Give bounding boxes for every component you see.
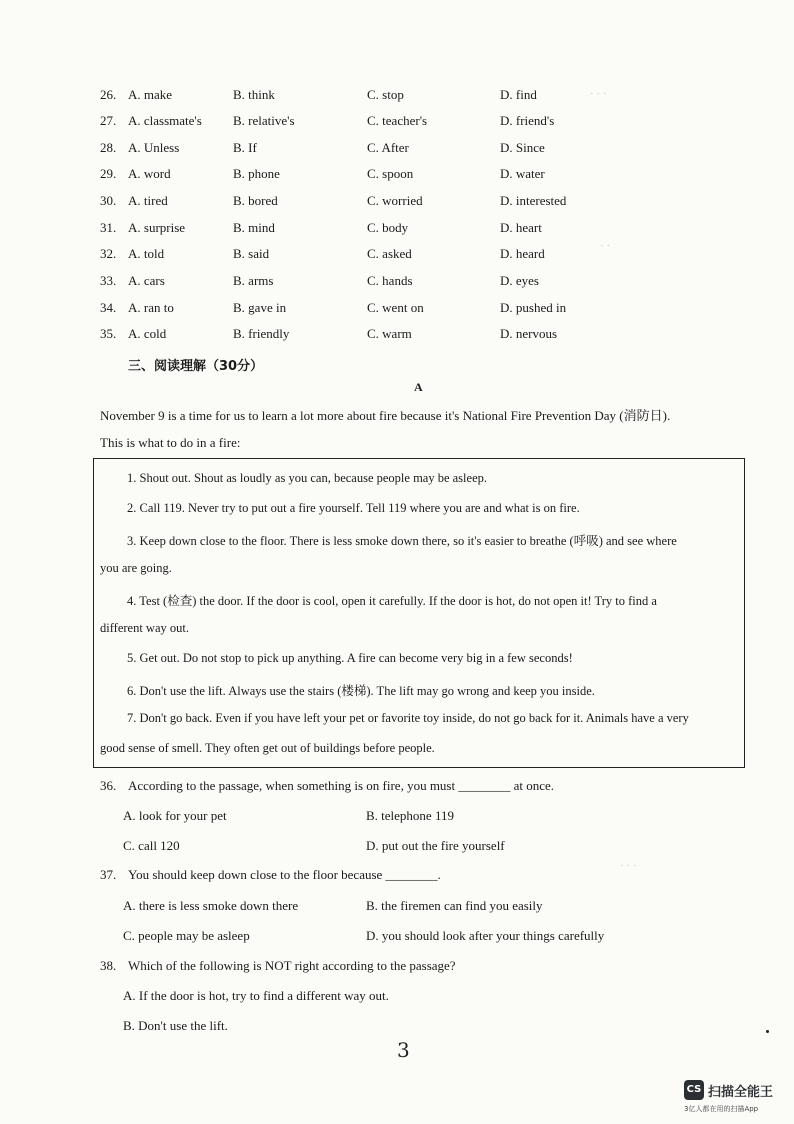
cloze-item xyxy=(100,87,760,107)
option-d: D. find xyxy=(500,87,537,102)
fire-tips-box xyxy=(93,458,745,768)
option-d: D. nervous xyxy=(500,326,558,341)
option-d: D. water xyxy=(500,166,545,181)
item-number: 27. xyxy=(100,113,117,128)
tip-line: 6. Don't use the lift. Always use the stairs (楼梯). The lift may go wrong and keep you inside. xyxy=(127,684,595,698)
passage-intro: November 9 is a time for us to learn a lot more about fire because it's National Fire Prevention Day (消防日). xyxy=(100,408,671,423)
answer-option: B. Don't use the lift. xyxy=(123,1018,228,1033)
option-a: A. cars xyxy=(128,273,165,288)
option-b: B. If xyxy=(233,140,257,155)
option-c: C. worried xyxy=(367,193,423,208)
option-c: C. asked xyxy=(367,246,412,261)
cloze-item xyxy=(100,113,760,133)
option-d: D. friend's xyxy=(500,113,555,128)
option-b: B. phone xyxy=(233,166,280,181)
option-a: A. Unless xyxy=(128,140,180,155)
scanner-watermark xyxy=(684,1078,794,1118)
question-text: According to the passage, when something is on fire, you must ________ at once. xyxy=(128,778,555,793)
option-a: A. surprise xyxy=(128,220,186,235)
cloze-item xyxy=(100,193,760,213)
cloze-item xyxy=(100,220,760,240)
option-a: A. told xyxy=(128,246,165,261)
option-a: A. make xyxy=(128,87,173,102)
scanner-subtitle: 3亿人都在用的扫描App xyxy=(684,1105,759,1113)
answer-option: A. If the door is hot, try to find a different way out. xyxy=(123,988,389,1003)
stray-dot xyxy=(766,1030,769,1033)
item-number: 32. xyxy=(100,246,117,261)
option-a: A. word xyxy=(128,166,171,181)
option-d: D. heart xyxy=(500,220,542,235)
question-number: 37. xyxy=(100,867,117,882)
item-number: 26. xyxy=(100,87,117,102)
question-stem xyxy=(100,867,441,883)
answer-option: B. the firemen can find you easily xyxy=(366,898,543,913)
item-number: 28. xyxy=(100,140,117,155)
item-number: 33. xyxy=(100,273,117,288)
answer-option: A. look for your pet xyxy=(123,808,227,823)
option-a: A. cold xyxy=(128,326,167,341)
item-number: 35. xyxy=(100,326,117,341)
option-d: D. eyes xyxy=(500,273,539,288)
option-b: B. relative's xyxy=(233,113,295,128)
tip-line: 2. Call 119. Never try to put out a fire yourself. Tell 119 where you are and what is on fire. xyxy=(127,501,580,515)
bleed-through-mark: · · · xyxy=(590,88,607,100)
tip-line: 1. Shout out. Shout as loudly as you can, because people may be asleep. xyxy=(127,471,487,485)
option-d: D. pushed in xyxy=(500,300,567,315)
tip-line: 3. Keep down close to the floor. There is less smoke down there, so it's easier to breathe (呼吸) and see where xyxy=(127,534,677,548)
cloze-item xyxy=(100,246,760,266)
option-c: C. teacher's xyxy=(367,113,428,128)
option-c: C. warm xyxy=(367,326,412,341)
cloze-item xyxy=(100,140,760,160)
option-a: A. classmate's xyxy=(128,113,202,128)
option-b: B. bored xyxy=(233,193,278,208)
option-a: A. ran to xyxy=(128,300,174,315)
answer-option: D. you should look after your things carefully xyxy=(366,928,605,943)
answer-option: B. telephone 119 xyxy=(366,808,454,823)
item-number: 31. xyxy=(100,220,117,235)
scanner-title: 扫描全能王 xyxy=(708,1085,774,1100)
question-stem xyxy=(100,778,554,794)
cloze-item xyxy=(100,166,760,186)
section-heading: 三、阅读理解（30分） xyxy=(128,359,264,374)
option-b: B. think xyxy=(233,87,275,102)
item-number: 29. xyxy=(100,166,117,181)
tip-line: you are going. xyxy=(100,561,172,575)
option-c: C. went on xyxy=(367,300,424,315)
option-c: C. body xyxy=(367,220,409,235)
camscanner-logo-icon: CS xyxy=(684,1080,704,1100)
option-b: B. gave in xyxy=(233,300,287,315)
tip-line: 5. Get out. Do not stop to pick up anything. A fire can become very big in a few seconds! xyxy=(127,651,573,665)
passage-label: A xyxy=(414,380,423,394)
option-b: B. mind xyxy=(233,220,275,235)
bleed-through-mark: · · xyxy=(600,240,611,252)
tip-line: 7. Don't go back. Even if you have left your pet or favorite toy inside, do not go back for it. Animals have a very xyxy=(127,711,689,725)
option-d: D. Since xyxy=(500,140,545,155)
option-c: C. stop xyxy=(367,87,404,102)
cloze-item xyxy=(100,300,760,320)
answer-option: D. put out the fire yourself xyxy=(366,838,505,853)
answer-option: C. call 120 xyxy=(123,838,180,853)
item-number: 34. xyxy=(100,300,117,315)
option-d: D. heard xyxy=(500,246,545,261)
bleed-through-mark: · · · xyxy=(620,860,637,872)
option-c: C. spoon xyxy=(367,166,414,181)
cloze-item xyxy=(100,326,760,346)
option-b: B. said xyxy=(233,246,270,261)
tip-line: good sense of smell. They often get out of buildings before people. xyxy=(100,741,435,755)
answer-option: A. there is less smoke down there xyxy=(123,898,299,913)
answer-option: C. people may be asleep xyxy=(123,928,250,943)
option-d: D. interested xyxy=(500,193,567,208)
tip-line: different way out. xyxy=(100,621,189,635)
passage-intro-2: This is what to do in a fire: xyxy=(100,435,241,450)
option-c: C. hands xyxy=(367,273,413,288)
question-number: 38. xyxy=(100,958,117,973)
question-number: 36. xyxy=(100,778,117,793)
question-text: You should keep down close to the floor because ________. xyxy=(128,867,441,882)
item-number: 30. xyxy=(100,193,117,208)
tip-line: 4. Test (检查) the door. If the door is cool, open it carefully. If the door is hot, do not open it! Try to find a xyxy=(127,594,657,608)
option-a: A. tired xyxy=(128,193,168,208)
page-number: 3 xyxy=(397,1038,410,1062)
option-c: C. After xyxy=(367,140,409,155)
question-stem xyxy=(100,958,456,974)
option-b: B. arms xyxy=(233,273,274,288)
option-b: B. friendly xyxy=(233,326,290,341)
question-text: Which of the following is NOT right according to the passage? xyxy=(128,958,456,973)
cloze-item xyxy=(100,273,760,293)
